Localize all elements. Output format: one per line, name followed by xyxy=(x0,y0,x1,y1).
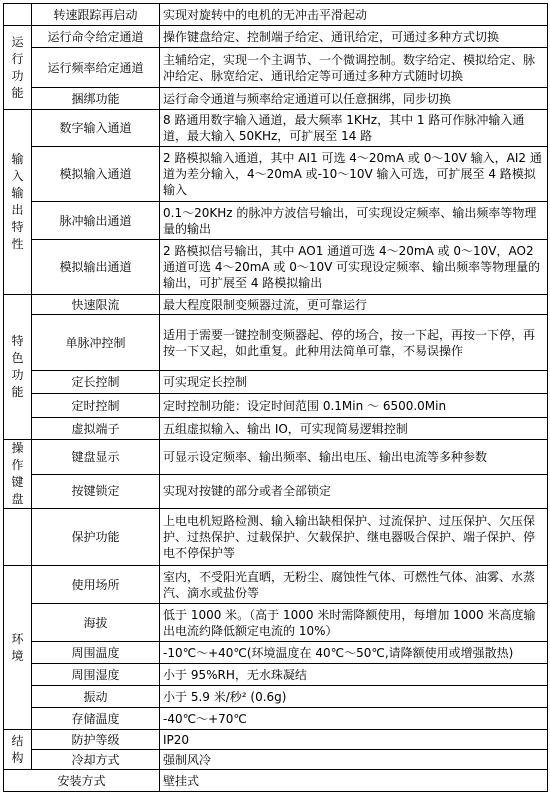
feature-cell: 按键锁定 xyxy=(32,474,160,509)
feature-cell: 模拟输入通道 xyxy=(32,147,160,202)
table-row xyxy=(4,147,548,202)
feature-cell: 虚拟端子 xyxy=(32,418,160,440)
table-row xyxy=(4,240,548,295)
table-row xyxy=(4,604,548,642)
feature-cell: 使用场所 xyxy=(32,566,160,604)
empty-cell xyxy=(4,4,32,26)
description-cell: 0.1～20KHz 的脉冲方波信号输出，可实现设定频率、输出频率等物理量的输出 xyxy=(160,202,548,240)
description-cell: 运行命令通道与频率给定通道可以任意捆绑，同步切换 xyxy=(160,88,548,110)
table-row xyxy=(4,202,548,240)
description-cell: 实现对按键的部分或者全部锁定 xyxy=(160,474,548,509)
category-cell: 特色功能 xyxy=(4,295,32,440)
description-cell: 壁挂式 xyxy=(160,770,548,792)
table-row xyxy=(4,509,548,566)
table-row xyxy=(4,48,548,88)
feature-cell: 单脉冲控制 xyxy=(32,315,160,371)
feature-cell: 振动 xyxy=(32,686,160,708)
table-row xyxy=(4,642,548,664)
empty-cell xyxy=(4,509,32,566)
description-cell: 操作键盘给定、控制端子给定、通讯给定，可通过多种方式切换 xyxy=(160,26,548,48)
category-cell: 输入输出特性 xyxy=(4,110,32,295)
table-row xyxy=(4,394,548,418)
description-cell: 适用于需要一键控制变频器起、停的场合，按一下起，再按一下停，再按一下又起，如此重复。此种用法简单可靠，不易误操作 xyxy=(160,315,548,371)
feature-cell: 捆绑功能 xyxy=(32,88,160,110)
description-cell: IP20 xyxy=(160,730,548,750)
description-cell: 实现对旋转中的电机的无冲击平滑起动 xyxy=(160,4,548,26)
table-row xyxy=(4,110,548,147)
feature-cell: 存储温度 xyxy=(32,708,160,730)
description-cell: 上电电机短路检测、输入输出缺相保护、过流保护、过压保护、欠压保护、过热保护、过载保护、欠载保护、继电器吸合保护、端子保护、停电不停保护等 xyxy=(160,509,548,566)
table-row xyxy=(4,295,548,315)
table-row xyxy=(4,88,548,110)
table-row xyxy=(4,708,548,730)
category-cell: 操作键盘 xyxy=(4,440,32,509)
spec-table xyxy=(3,3,548,792)
feature-cell: 数字输入通道 xyxy=(32,110,160,147)
description-cell: 小于 5.9 米/秒² (0.6g) xyxy=(160,686,548,708)
feature-cell: 安装方式 xyxy=(4,770,160,792)
description-cell: 低于 1000 米。（高于 1000 米时需降额使用，每增加 1000 米高度输出电流约降低额定电流的 10%） xyxy=(160,604,548,642)
description-cell: 小于 95%RH，无水珠凝结 xyxy=(160,664,548,686)
description-cell: 五组虚拟输入、输出 IO，可实现简易逻辑控制 xyxy=(160,418,548,440)
feature-cell: 运行命令给定通道 xyxy=(32,26,160,48)
feature-cell: 脉冲输出通道 xyxy=(32,202,160,240)
table-row xyxy=(4,566,548,604)
feature-cell: 快速限流 xyxy=(32,295,160,315)
description-cell: -10℃～+40℃(环境温度在 40℃～50℃,请降额使用或增强散热) xyxy=(160,642,548,664)
table-row xyxy=(4,315,548,371)
feature-cell: 周围湿度 xyxy=(32,664,160,686)
description-cell: 最大程度限制变频器过流，更可靠运行 xyxy=(160,295,548,315)
description-cell: 强制风冷 xyxy=(160,750,548,770)
description-cell: 可显示设定频率、输出频率、输出电压、输出电流等多种参数 xyxy=(160,440,548,475)
feature-cell: 保护功能 xyxy=(32,509,160,566)
description-cell: 2 路模拟信号输出，其中 AO1 通道可选 4～20mA 或 0～10V，AO2 通道可选 4～20mA 或 0～10V 可实现设定频率、输出频率等物理量的输出，可扩展至 4 路模拟输出 xyxy=(160,240,548,295)
feature-cell: 定时控制 xyxy=(32,394,160,418)
category-cell: 运行功能 xyxy=(4,26,32,110)
table-row xyxy=(4,440,548,475)
description-cell: 定时控制功能：设定时间范围 0.1Min ～ 6500.0Min xyxy=(160,394,548,418)
description-cell: 室内，不受阳光直晒，无粉尘、腐蚀性气体、可燃性气体、油雾、水蒸汽、滴水或盐份等 xyxy=(160,566,548,604)
table-row xyxy=(4,474,548,509)
description-cell: 8 路通用数字输入通道，最大频率 1KHz，其中 1 路可作脉冲输入通道，最大输入 50KHz，可扩展至 14 路 xyxy=(160,110,548,147)
feature-cell: 周围温度 xyxy=(32,642,160,664)
category-cell: 结构 xyxy=(4,730,32,770)
table-row xyxy=(4,4,548,26)
table-row xyxy=(4,686,548,708)
table-row xyxy=(4,664,548,686)
feature-cell: 定长控制 xyxy=(32,371,160,394)
feature-cell: 转速跟踪再启动 xyxy=(32,4,160,26)
category-cell: 环境 xyxy=(4,566,32,730)
feature-cell: 模拟输出通道 xyxy=(32,240,160,295)
feature-cell: 键盘显示 xyxy=(32,440,160,475)
table-row xyxy=(4,750,548,770)
table-row xyxy=(4,418,548,440)
table-row xyxy=(4,770,548,792)
feature-cell: 冷却方式 xyxy=(32,750,160,770)
feature-cell: 防护等级 xyxy=(32,730,160,750)
table-row xyxy=(4,371,548,394)
description-cell: 2 路模拟输入通道，其中 AI1 可选 4～20mA 或 0～10V 输入，AI2 通道为差分输入，4～20mA 或-10～10V 输入可选，可扩展至 4 路模拟输入 xyxy=(160,147,548,202)
table-row xyxy=(4,730,548,750)
description-cell: 可实现定长控制 xyxy=(160,371,548,394)
feature-cell: 海拔 xyxy=(32,604,160,642)
description-cell: -40℃～+70℃ xyxy=(160,708,548,730)
description-cell: 主辅给定，实现一个主调节、一个微调控制。数字给定、模拟给定、脉冲给定、脉宽给定、通讯给定等可通过多种方式随时切换 xyxy=(160,48,548,88)
feature-cell: 运行频率给定通道 xyxy=(32,48,160,88)
table-row xyxy=(4,26,548,48)
